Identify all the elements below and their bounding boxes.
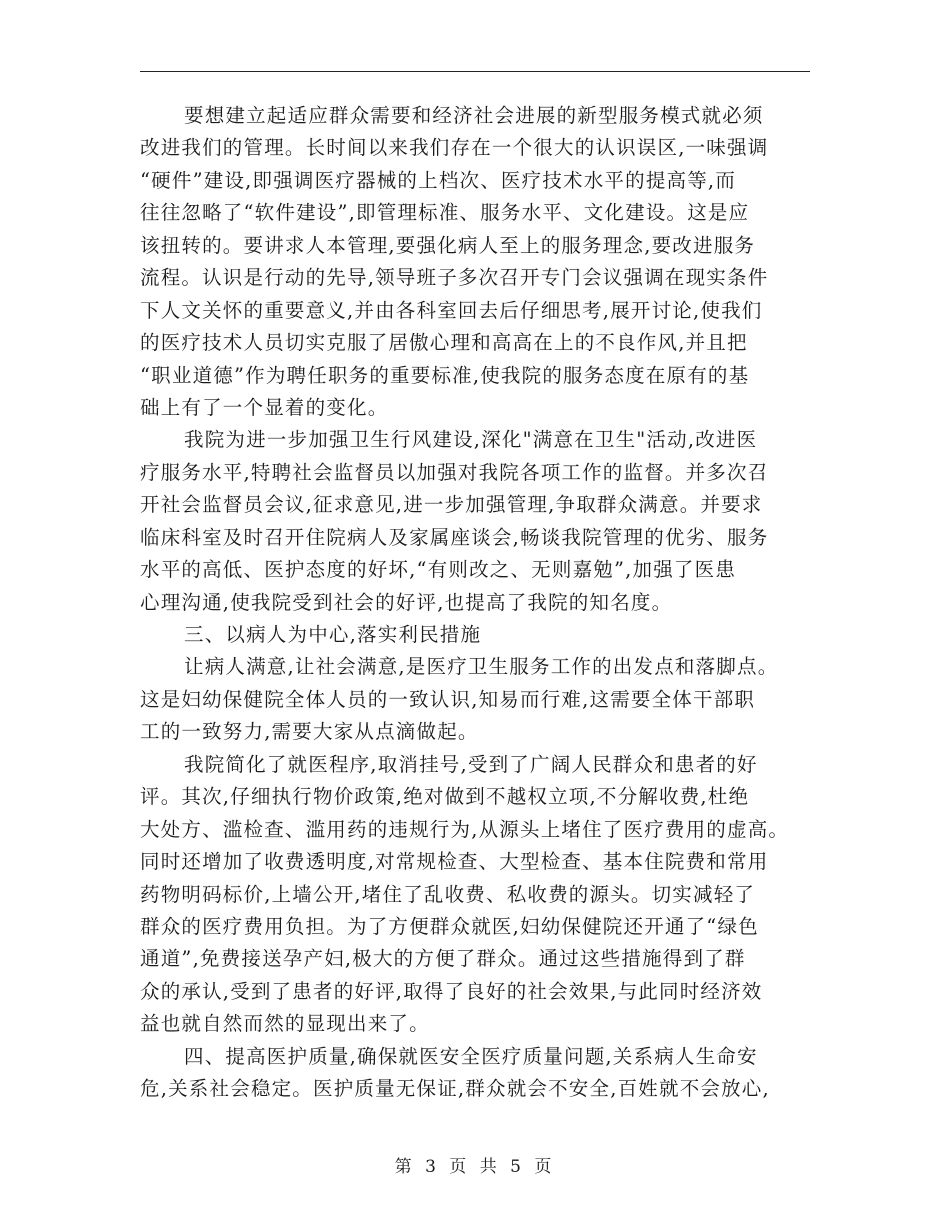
text-line: 危,关系社会稳定。医护质量无保证,群众就会不安全,百姓就不会放心, (140, 1077, 770, 1101)
text-line: 要想建立起适应群众需要和经济社会进展的新型服务模式就必须 (184, 104, 764, 127)
page-number: 第 3 页 共 5 页 (394, 1157, 556, 1177)
text-line: 水平的高低、医护态度的好坏,“有则改之、无则嘉勉”,加强了医患 (140, 558, 737, 582)
text-line: 我院简化了就医程序,取消挂号,受到了广阔人民群众和患者的好 (184, 752, 758, 776)
text-line: 大处方、滥检查、滥用药的违规行为,从源头上堵住了医疗费用的虚高。 (140, 817, 790, 841)
text-line: 往往忽略了“软件建设”,即管理标准、服务水平、文化建设。这是应 (140, 201, 750, 225)
text-line: 改进我们的管理。长时间以来我们存在一个很大的认识误区,一味强调 (140, 136, 769, 160)
text-line: “职业道德”作为聘任职务的重要标准,使我院的服务态度在原有的基 (140, 363, 750, 387)
text-line: 通道”,免费接送孕产妇,极大的方便了群众。通过这些措施得到了群 (140, 947, 746, 971)
section-heading: 三、以病人为中心,落实利民措施 (184, 623, 482, 646)
text-line: 群众的医疗费用负担。为了方便群众就医,妇幼保健院还开通了“绿色 (140, 914, 759, 938)
text-line: 评。其次,仔细执行物价政策,绝对做到不越权立项,不分解收费,杜绝 (140, 785, 750, 809)
text-line: 临床科室及时召开住院病人及家属座谈会,畅谈我院管理的优劣、服务 (140, 525, 769, 549)
section-heading: 四、提高医护质量,确保就医安全医疗质量问题,关系病人生命安 (184, 1044, 758, 1068)
text-line: 药物明码标价,上墙公开,堵住了乱收费、私收费的源头。切实减轻了 (140, 882, 756, 906)
text-line: 我院为进一步加强卫生行风建设,深化"满意在卫生"活动,改进医 (184, 428, 758, 452)
document-body (140, 100, 812, 1106)
text-line: 工的一致努力,需要大家从点滴做起。 (140, 720, 479, 744)
text-line: 心理沟通,使我院受到社会的好评,也提高了我院的知名度。 (140, 590, 673, 614)
header-rule (140, 71, 810, 72)
text-line: 疗服务水平,特聘社会监督员以加强对我院各项工作的监督。并多次召 (140, 460, 769, 484)
text-line: 的医疗技术人员切实克服了居傲心理和高高在上的不良作风,并且把 (140, 331, 748, 355)
text-line: 础上有了一个显着的变化。 (140, 395, 389, 419)
text-line: 下人文关怀的重要意义,并由各科室回去后仔细思考,展开讨论,使我们 (140, 298, 763, 322)
text-line: 流程。认识是行动的先导,领导班子多次召开专门会议强调在现实条件 (140, 266, 769, 290)
text-line: 益也就自然而然的显现出来了。 (140, 1012, 430, 1036)
text-line: 让病人满意,让社会满意,是医疗卫生服务工作的出发点和落脚点。 (184, 655, 779, 679)
text-line: 这是妇幼保健院全体人员的一致认识,知易而行难,这需要全体干部职 (140, 687, 756, 711)
text-line: 同时还增加了收费透明度,对常规检查、大型检查、基本住院费和常用 (140, 850, 769, 874)
text-line: 该扭转的。要讲求人本管理,要强化病人至上的服务理念,要改进服务 (140, 233, 756, 257)
text-line: “硬件”建设,即强调医疗器械的上档次、医疗技术水平的提高等,而 (140, 168, 737, 192)
text-line: 众的承认,受到了患者的好评,取得了良好的社会效果,与此同时经济效 (140, 979, 763, 1003)
text-line: 开社会监督员会议,征求意见,进一步加强管理,争取群众满意。并要求 (140, 493, 763, 517)
